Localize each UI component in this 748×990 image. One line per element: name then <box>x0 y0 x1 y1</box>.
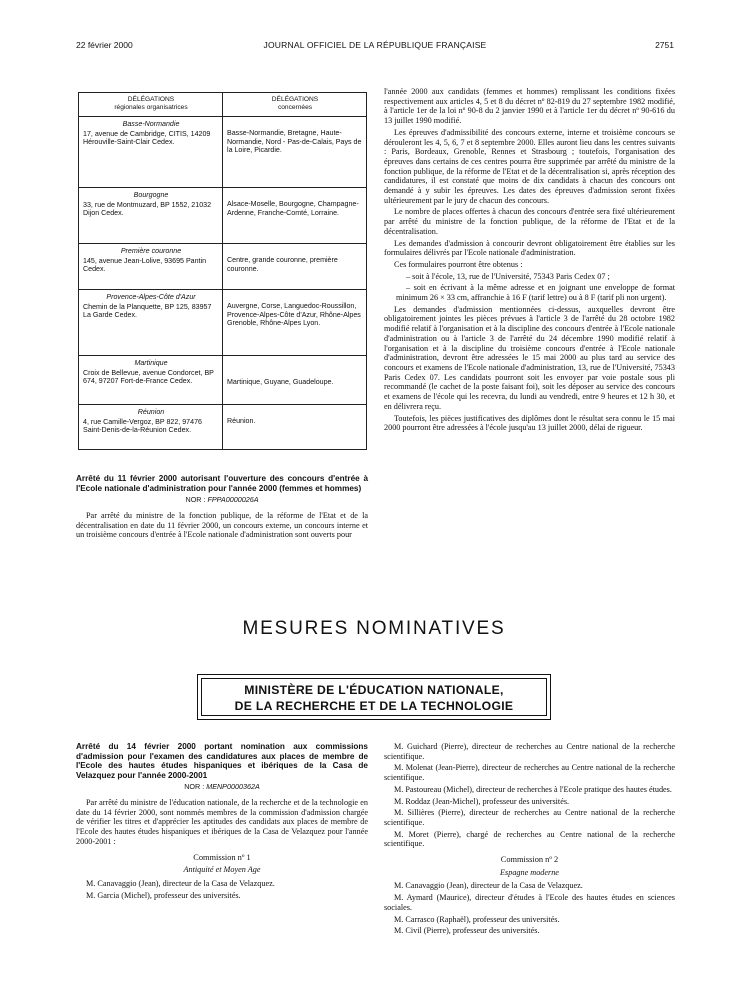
table-cell-concerned: Martinique, Guyane, Guadeloupe. <box>223 356 367 405</box>
ena-paragraph-places: Le nombre de places offertes à chacun des concours d'entrée sera fixé ultérieurement par arrêté du ministre de la fonction publique, de la réforme de l'Etat et de la décentralisation. <box>384 207 675 236</box>
page-header <box>76 40 674 54</box>
table-cell-concerned: Réunion. <box>223 405 367 450</box>
table-cell-organizer: Réunion 4, rue Camille-Vergoz, BP 822, 97476 Saint-Denis-de-la-Réunion Cedex. <box>79 405 223 450</box>
ena-paragraph-obtain: Ces formulaires pourront être obtenus : <box>394 259 523 269</box>
list-item: M. Carrasco (Raphaël), professeur des universités. <box>394 914 560 924</box>
table-row <box>79 244 367 290</box>
list-item: M. Pastoureau (Michel), directeur de recherches à l'Ecole pratique des hautes études. <box>394 784 672 794</box>
ena-paragraph-forms: Les demandes d'admission à concourir devront obligatoirement être établies sur les formulaires délivrés par l'Ecole nationale d'administration. <box>384 238 675 258</box>
ena-paragraph-diplomas: Toutefois, les pièces justificatives des diplômes dont le résultat sera connu le 15 mai 2000 pourront être adressées à l'école jusqu'au 13 juillet 2000, délai de rigueur. <box>384 413 675 433</box>
ministry-box <box>197 674 551 720</box>
list-item: – soit à l'école, 13, rue de l'Université, 75343 Paris Cedex 07 ; <box>406 271 610 281</box>
list-item: M. Aymard (Maurice), directeur d'études à l'Ecole des hautes études en sciences sociales. <box>384 893 675 912</box>
list-item: M. Garcia (Michel), professeur des universités. <box>86 890 241 900</box>
commission-1-heading: Commission nº 1 <box>193 852 251 862</box>
table-cell-organizer: Bourgogne 33, rue de Montmuzard, BP 1552, 21032 Dijon Cedex. <box>79 188 223 244</box>
table-cell-organizer: Martinique Croix de Bellevue, avenue Condorcet, BP 674, 97207 Fort-de-France Cedex. <box>79 356 223 405</box>
page-number: 2751 <box>655 40 674 50</box>
list-item: M. Roddaz (Jean-Michel), professeur des universités. <box>394 796 570 806</box>
table-row <box>79 290 367 356</box>
table-cell-organizer: Provence-Alpes-Côte d'Azur Chemin de la Planquette, BP 125, 83957 La Garde Cedex. <box>79 290 223 356</box>
table-cell-concerned: Alsace-Moselle, Bourgogne, Champagne-Ardenne, Franche-Comté, Lorraine. <box>223 188 367 244</box>
ena-paragraph-intro: Par arrêté du ministre de la fonction publique, de la réforme de l'Etat et de la décentralisation en date du 11 février 2000, un concours externe, un concours interne et un troisième concours d'entrée à l'Ecole nationale d'administration sont ouverts pour <box>76 510 368 540</box>
list-item: M. Canavaggio (Jean), directeur de la Casa de Velazquez. <box>394 881 583 891</box>
table-row <box>79 405 367 450</box>
table-header-col2: DÉLÉGATIONS concernées <box>223 93 367 117</box>
ena-paragraph-dates: Les épreuves d'admissibilité des concours externe, interne et troisième concours se dérouleront les 4, 5, 6, 7 et 8 septembre 2000. Elles auront lieu dans les centres suivants : Paris, Bordeaux, Grenoble, Rennes et Strasbourg ; toutefois, l'organisation des épreuves dans certains de ces centres pourra être supprimée par arrêté du ministre de la fonction publique, de la réforme de l'Etat et de la décentralisation si, après réception des candidatures, il est constaté que moins de dix candidats à chacun des concours ont demandé à y subir les épreuves. Les dates des épreuves d'admission seront fixées ultérieurement par le jury de chacun des concours. <box>384 127 675 205</box>
table-header-row <box>79 93 367 117</box>
velazquez-nor: NOR : MENP0000362A <box>184 782 260 792</box>
list-item: – soit en écrivant à la même adresse et en joignant une enveloppe de format minimum 26 × 33 cm, affranchie à 16 F (tarif lettre) ou à 8 F (tarif pli non urgent). <box>396 283 675 303</box>
table-cell-concerned: Centre, grande couronne, première couronne. <box>223 244 367 290</box>
velazquez-paragraph-intro: Par arrêté du ministre de l'éducation nationale, de la recherche et de la technologie en date du 14 février 2000, sont nommés membres de la commission d'admission chargée de vérifier les titres et d'apprécier les aptitudes des candidats aux places de membre de l'Ecole des hautes études hispaniques et ibériques de la Casa de Velazquez pour l'année 2000-2001 : <box>76 798 368 846</box>
table-cell-organizer: Basse-Normandie 17, avenue de Cambridge, CITIS, 14209 Hérouville-Saint-Clair Cedex. <box>79 117 223 188</box>
table-header-col1: DÉLÉGATIONS régionales organisatrices <box>79 93 223 117</box>
section-title: MESURES NOMINATIVES <box>242 618 506 639</box>
velazquez-article-right <box>384 742 675 938</box>
table-cell-concerned: Auvergne, Corse, Languedoc-Roussillon, Provence-Alpes-Côte d'Azur, Rhône-Alpes Grenoble, Rhône-Alpes Lyon. <box>223 290 367 356</box>
ena-nor: NOR : FPPA0000026A <box>185 495 259 505</box>
list-item: M. Canavaggio (Jean), directeur de la Casa de Velazquez. <box>86 879 275 888</box>
table-row <box>79 356 367 405</box>
commission-1-subject: Antiquité et Moyen Age <box>183 865 261 875</box>
table-row <box>79 117 367 188</box>
ena-article-right <box>384 87 675 435</box>
delegations-table <box>78 92 367 450</box>
list-item: M. Civil (Pierre), professeur des universités. <box>394 926 540 936</box>
list-item: M. Moret (Pierre), chargé de recherches au Centre national de la recherche scientifique. <box>384 829 675 849</box>
ena-article-left <box>76 474 368 542</box>
ena-paragraph-documents: Les demandes d'admission mentionnées ci-dessus, auxquelles devront être obligatoirement jointes les pièces prévues à l'article 3 de l'arrêté du 28 octobre 1982 modifié relatif à l'organisation et à la discipline des concours d'entrée à l'Ecole nationale d'administration ou à l'article 3 de l'arrêté du 24 décembre 1990 modifié relatif à l'organisation et à la discipline du troisième concours d'entrée à l'Ecole nationale d'administration, devront être adressées le 15 mai 2000 au plus tard au service des concours et examens de l'Ecole nationale d'administration, 13, rue de l'Université, 75343 Paris Cedex 07. Les candidats pourront soit les envoyer par voie postale sous pli recommandé (le cachet de la poste faisant foi), soit les déposer au service des concours et examens de l'école qui les recevra, du lundi au vendredi, entre 9 heures et 12 h 30, et en délivrera reçu. <box>384 304 675 411</box>
journal-title: JOURNAL OFFICIEL DE LA RÉPUBLIQUE FRANÇAISE <box>263 40 487 50</box>
ena-paragraph-cont: l'année 2000 aux candidats (femmes et hommes) remplissant les conditions fixées respectivement aux articles 4, 5 et 8 du décret nº 82-819 du 27 septembre 1982 modifié, à l'article 1er de la loi nº 90-8 du 2 janvier 1990 et à l'article 1er du décret nº 90-616 du 13 juillet 1990 modifié. <box>384 87 675 126</box>
table-row <box>79 188 367 244</box>
ministry-line-2: DE LA RECHERCHE ET DE LA TECHNOLOGIE <box>234 699 514 713</box>
velazquez-article-left <box>76 742 368 902</box>
list-item: M. Guichard (Pierre), directeur de recherches au Centre national de la recherche scientifique. <box>384 742 675 761</box>
table-cell-concerned: Basse-Normandie, Bretagne, Haute-Normandie, Nord - Pas-de-Calais, Pays de la Loire, Picardie. <box>223 117 367 188</box>
table-cell-organizer: Première couronne 145, avenue Jean-Lolive, 93695 Pantin Cedex. <box>79 244 223 290</box>
velazquez-decree-title: Arrêté du 14 février 2000 portant nomination aux commissions d'admission pour l'examen des candidatures aux places de membre de l'Ecole des hautes études hispaniques et ibériques de la Casa de Velazquez pour l'année 2000-2001 <box>76 742 368 780</box>
commission-2-subject: Espagne moderne <box>500 867 559 877</box>
ministry-line-1: MINISTÈRE DE L'ÉDUCATION NATIONALE, <box>244 683 504 697</box>
header-date: 22 février 2000 <box>76 40 133 50</box>
list-item: M. Molenat (Jean-Pierre), directeur de recherches au Centre national de la recherche scientifique. <box>384 763 675 783</box>
list-item: M. Sillières (Pierre), directeur de recherches au Centre national de la recherche scientifique. <box>384 808 675 827</box>
commission-2-heading: Commission nº 2 <box>500 855 559 865</box>
ena-decree-title: Arrêté du 11 février 2000 autorisant l'ouverture des concours d'entrée à l'Ecole nationale d'administration pour l'année 2000 (femmes et hommes) <box>76 474 368 493</box>
